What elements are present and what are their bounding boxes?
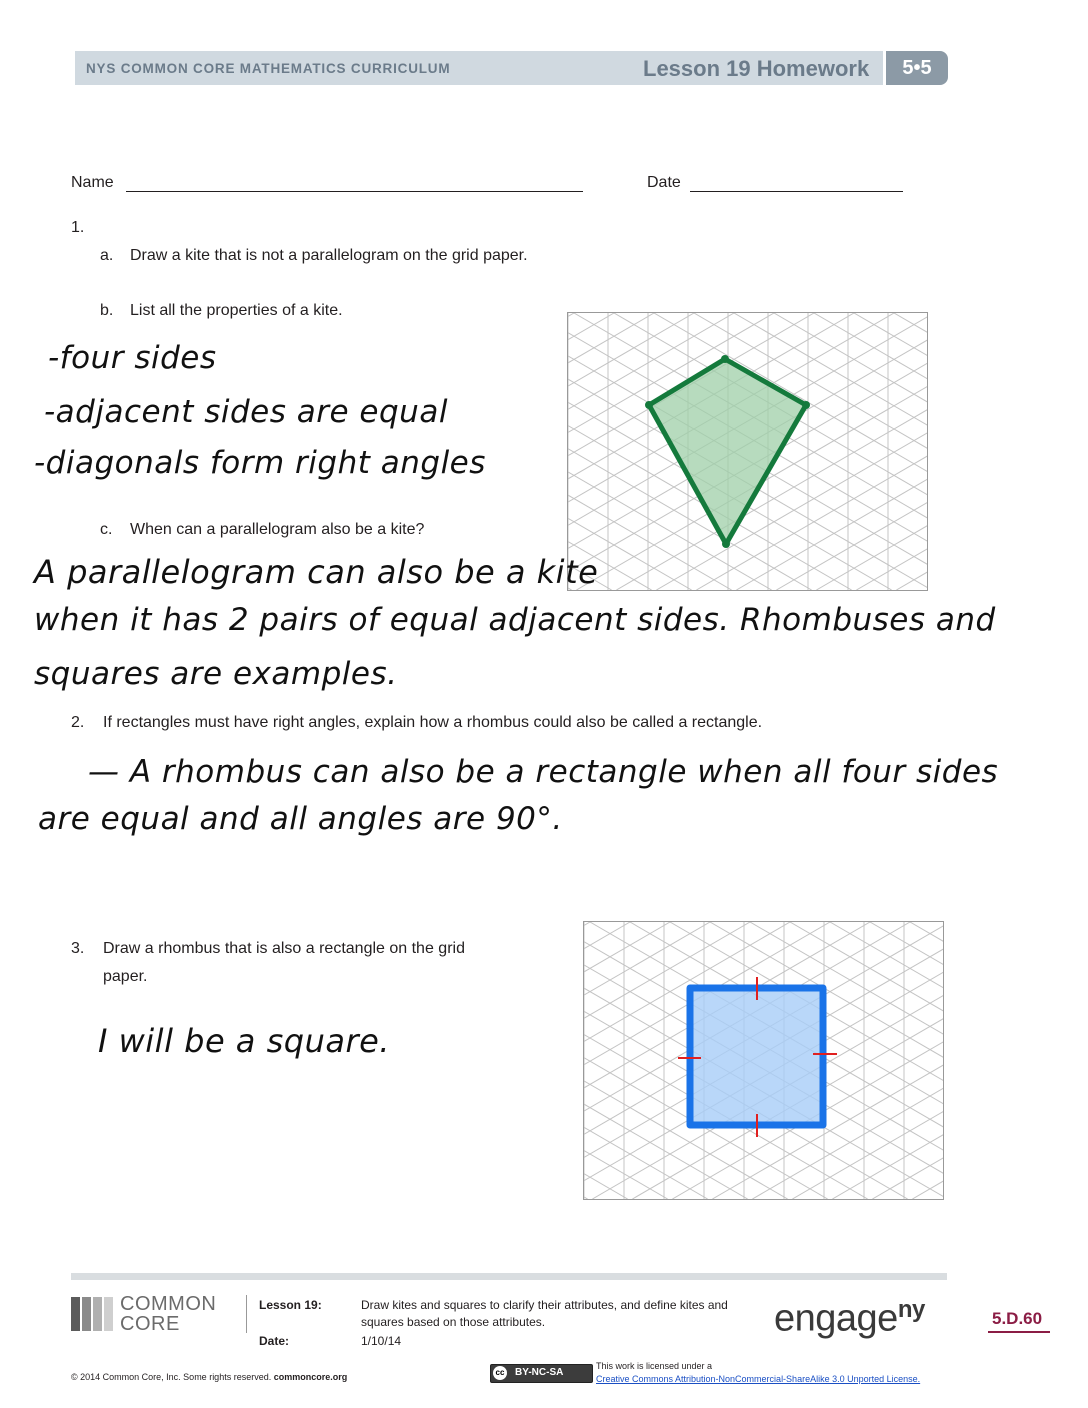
q1c-text: When can a parallelogram also be a kite? [130,521,425,538]
q1b-answer-1: -four sides [48,340,217,376]
copyright-site[interactable]: commoncore.org [273,1372,348,1382]
kite-grid-paper [567,312,928,591]
q3-text-line1: Draw a rhombus that is also a rectangle on the grid [103,940,465,957]
date-label: Date [647,174,681,191]
kite-vertex-left [645,401,653,409]
cc-license-badge[interactable] [490,1364,593,1383]
name-label: Name [71,174,114,191]
footer-date-value: 1/10/14 [361,1334,402,1348]
footer-date-label: Date: [259,1334,290,1348]
q1-number: 1. [71,219,85,236]
common-core-logo-line2: CORE [120,1313,180,1335]
square-shape [690,988,823,1125]
copyright [71,1372,347,1382]
q2-number: 2. [71,714,85,731]
q1a-text: Draw a kite that is not a parallelogram on the grid paper. [130,247,528,264]
cc-icon: cc [493,1366,507,1380]
footer-lesson-desc-line2: squares based on those attributes. [361,1315,546,1329]
q3-number: 3. [71,940,85,957]
q1b-marker: b. [100,302,114,319]
page-number-underline [988,1331,1050,1333]
q2-answer-1: — A rhombus can also be a rectangle when all four sides [88,754,999,790]
q1c-answer-3: squares are examples. [34,656,398,692]
common-core-logo-line1: COMMON [120,1293,217,1315]
q3-text-line2: paper. [103,968,148,985]
footer-divider [246,1295,247,1333]
q2-text: If rectangles must have right angles, explain how a rhombus could also be called a rectangle. [103,714,763,731]
license-link[interactable]: Creative Commons Attribution-NonCommercial-ShareAlike 3.0 Unported License. [596,1374,921,1384]
name-line[interactable] [126,191,583,192]
q1c-answer-1: A parallelogram can also be a kite [34,553,599,591]
kite-vertex-top [721,355,729,363]
license-line1: This work is licensed under a [596,1361,713,1371]
q1b-answer-2: -adjacent sides are equal [44,394,448,430]
engageny-logo-sup: ny [897,1296,925,1323]
common-core-logo-icon [71,1297,115,1331]
q2-answer-2: are equal and all angles are 90°. [38,801,563,837]
footer-lesson-desc-line1: Draw kites and squares to clarify their attributes, and define kites and [361,1298,728,1312]
kite-shape [649,359,806,544]
kite-vertex-right [802,401,810,409]
date-line[interactable] [690,191,903,192]
footer-lesson-label: Lesson 19: [259,1298,322,1312]
square-grid-paper [583,921,944,1200]
q1b-answer-3: -diagonals form right angles [34,445,486,481]
q3-answer: I will be a square. [98,1022,390,1060]
lesson-title: Lesson 19 Homework [643,56,870,81]
page-number: 5.D.60 [992,1309,1043,1328]
cc-license-badge-text: BY-NC-SA [515,1367,564,1378]
copyright-text: © 2014 Common Core, Inc. Some rights reserved. [71,1372,274,1382]
q1a-marker: a. [100,247,114,264]
q1b-text: List all the properties of a kite. [130,302,343,319]
kite-vertex-bottom [722,540,730,548]
grade-module-badge: 5•5 [886,51,948,85]
curriculum-title: NYS COMMON CORE MATHEMATICS CURRICULUM [86,61,451,76]
engageny-logo-text: engage [774,1297,898,1340]
engageny-logo [774,1296,925,1341]
q1c-answer-2: when it has 2 pairs of equal adjacent sides. Rhombuses and [34,602,996,638]
q1c-marker: c. [100,521,113,538]
footer-rule [71,1273,947,1280]
